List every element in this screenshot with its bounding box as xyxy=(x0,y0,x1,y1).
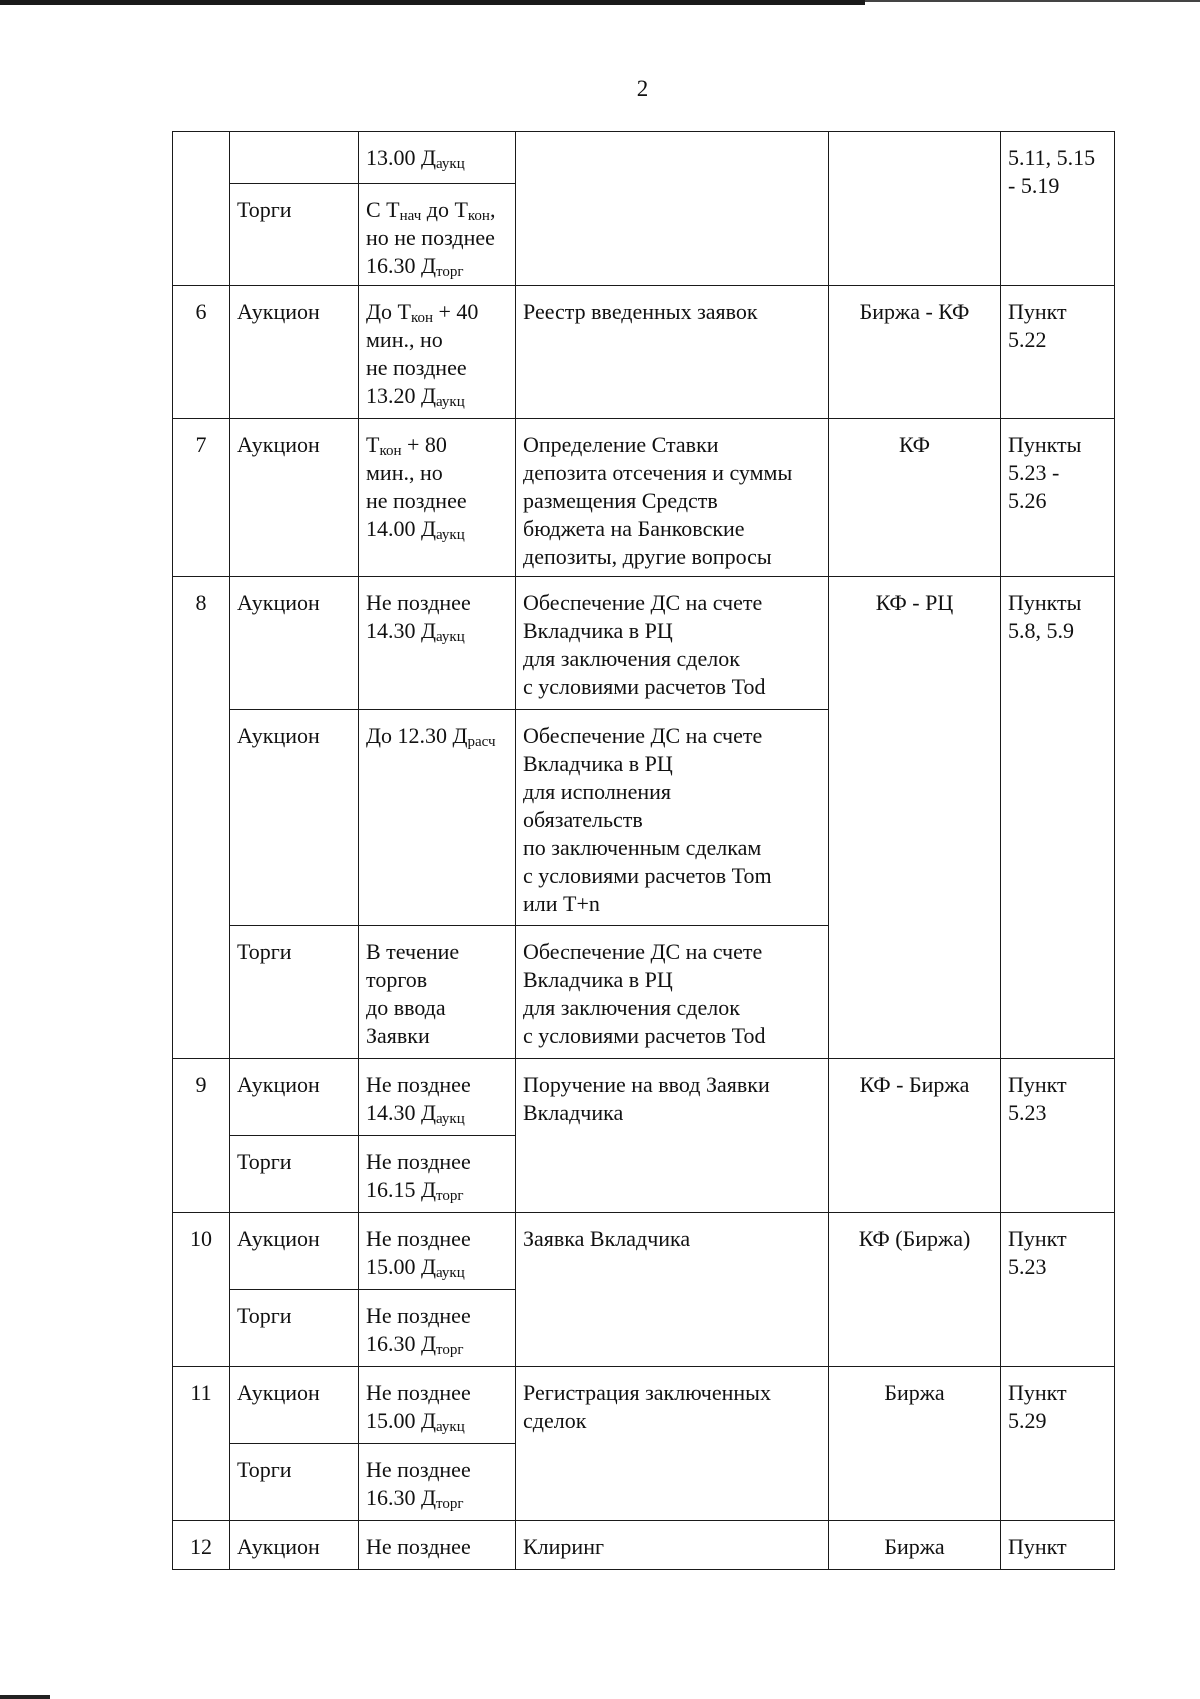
mode-cell: Аукцион xyxy=(230,577,359,710)
page-number: 2 xyxy=(636,76,649,101)
deadline-text: + 40 мин., но не позднее 13.20 Д xyxy=(366,299,479,408)
mode-cell: Аукцион xyxy=(230,710,359,926)
action-description: Определение Ставки депозита отсечения и суммы размещения Средств бюджета на Банковские депозиты, другие вопросы xyxy=(516,419,829,577)
row-number: 6 xyxy=(173,286,230,419)
deadline-text: Т xyxy=(366,432,380,457)
deadline-subscript: нач xyxy=(399,208,422,224)
mode-cell: Торги xyxy=(230,1136,359,1213)
deadline-cell xyxy=(359,926,516,1059)
table-row xyxy=(173,1213,1115,1290)
parties-cell: Биржа xyxy=(829,1521,1001,1570)
reference-cell: Пункт 5.23 xyxy=(1001,1213,1115,1367)
mode-cell: Аукцион xyxy=(230,1059,359,1136)
table-row xyxy=(173,577,1115,710)
deadline-subscript: торг xyxy=(436,264,464,280)
deadline-text: + 80 мин., но не позднее 14.00 Д xyxy=(366,432,467,541)
deadline-cell xyxy=(359,1290,516,1367)
mode-cell: Торги xyxy=(230,1290,359,1367)
row-number xyxy=(173,132,230,286)
mode-cell xyxy=(230,132,359,184)
deadline-cell xyxy=(359,710,516,926)
reference-cell: Пункты 5.23 - 5.26 xyxy=(1001,419,1115,577)
row-number: 10 xyxy=(173,1213,230,1367)
action-description: Обеспечение ДС на счете Вкладчика в РЦ для заключения сделок с условиями расчетов Tod xyxy=(516,926,829,1059)
action-description: Обеспечение ДС на счете Вкладчика в РЦ для исполнения обязательств по заключенным сделкам с условиями расчетов Tom или T+n xyxy=(516,710,829,926)
row-number: 7 xyxy=(173,419,230,577)
deadline-cell xyxy=(359,1059,516,1136)
mode-cell: Аукцион xyxy=(230,1367,359,1444)
row-number: 12 xyxy=(173,1521,230,1570)
deadline-cell xyxy=(359,419,516,577)
deadline-text: С Т xyxy=(366,197,400,222)
action-description: Реестр введенных заявок xyxy=(516,286,829,419)
mode-cell: Торги xyxy=(230,184,359,286)
reference-cell: Пункт xyxy=(1001,1521,1115,1570)
table-row xyxy=(173,1059,1115,1136)
action-description xyxy=(516,132,829,286)
deadline-subscript: аукц xyxy=(436,629,465,645)
deadline-subscript: торг xyxy=(436,1496,464,1512)
mode-cell: Аукцион xyxy=(230,1521,359,1570)
table-row xyxy=(173,286,1115,419)
parties-cell: КФ xyxy=(829,419,1001,577)
deadline-subscript: кон xyxy=(467,208,490,224)
parties-cell xyxy=(829,132,1001,286)
deadline-text: Не позднее 15.00 Д xyxy=(366,1380,471,1433)
reference-cell: Пункты 5.8, 5.9 xyxy=(1001,577,1115,1059)
table-row xyxy=(173,419,1115,577)
action-description: Заявка Вкладчика xyxy=(516,1213,829,1367)
deadline-cell xyxy=(359,1444,516,1521)
deadline-subscript: аукц xyxy=(436,394,465,410)
deadline-text: Не позднее 16.30 Д xyxy=(366,1303,471,1356)
deadline-subscript: аукц xyxy=(436,1419,465,1435)
action-description: Поручение на ввод Заявки Вкладчика xyxy=(516,1059,829,1213)
parties-cell: КФ - РЦ xyxy=(829,577,1001,1059)
deadline-subscript: аукц xyxy=(436,1265,465,1281)
table-row xyxy=(173,1367,1115,1444)
row-number: 9 xyxy=(173,1059,230,1213)
schedule-table-body xyxy=(173,132,1115,1570)
deadline-cell xyxy=(359,577,516,710)
deadline-subscript: аукц xyxy=(436,156,465,172)
deadline-text: Не позднее 15.00 Д xyxy=(366,1226,471,1279)
mode-cell: Торги xyxy=(230,1444,359,1521)
deadline-subscript: торг xyxy=(436,1188,464,1204)
deadline-subscript: кон xyxy=(410,310,434,326)
deadline-subscript: аукц xyxy=(436,527,465,543)
deadline-cell xyxy=(359,1521,516,1570)
reference-cell: Пункт 5.22 xyxy=(1001,286,1115,419)
reference-cell: Пункт 5.29 xyxy=(1001,1367,1115,1521)
parties-cell: Биржа - КФ xyxy=(829,286,1001,419)
deadline-subscript: аукц xyxy=(436,1111,465,1127)
scan-edge-top xyxy=(0,0,865,5)
mode-cell: Аукцион xyxy=(230,286,359,419)
deadline-text: Не позднее 14.30 Д xyxy=(366,1072,471,1125)
deadline-cell xyxy=(359,184,516,286)
deadline-text: 13.00 Д xyxy=(366,145,437,170)
parties-cell: КФ (Биржа) xyxy=(829,1213,1001,1367)
reference-cell: Пункт 5.23 xyxy=(1001,1059,1115,1213)
deadline-cell xyxy=(359,132,516,184)
deadline-cell xyxy=(359,1213,516,1290)
action-description: Обеспечение ДС на счете Вкладчика в РЦ для заключения сделок с условиями расчетов Tod xyxy=(516,577,829,710)
table-row xyxy=(173,132,1115,184)
deadline-text: Не позднее xyxy=(366,1534,471,1559)
deadline-text: До Т xyxy=(366,299,411,324)
deadline-cell xyxy=(359,1136,516,1213)
mode-cell: Аукцион xyxy=(230,419,359,577)
mode-cell: Торги xyxy=(230,926,359,1059)
parties-cell: КФ - Биржа xyxy=(829,1059,1001,1213)
deadline-text: До 12.30 Д xyxy=(366,723,468,748)
deadline-text: Не позднее 16.30 Д xyxy=(366,1457,471,1510)
schedule-table xyxy=(172,131,1115,1570)
parties-cell: Биржа xyxy=(829,1367,1001,1521)
scan-edge-top-right xyxy=(865,0,1200,2)
action-description: Клиринг xyxy=(516,1521,829,1570)
deadline-cell xyxy=(359,1367,516,1444)
deadline-text: В течение торгов до ввода Заявки xyxy=(366,939,460,1048)
deadline-subscript: кон xyxy=(379,443,402,459)
action-description: Регистрация заключенных сделок xyxy=(516,1367,829,1521)
scan-edge-bottom-left xyxy=(0,1695,50,1699)
deadline-text: Не позднее 16.15 Д xyxy=(366,1149,471,1202)
row-number: 8 xyxy=(173,577,230,1059)
deadline-text: , но не позднее 16.30 Д xyxy=(366,197,496,278)
row-number: 11 xyxy=(173,1367,230,1521)
deadline-text: до Т xyxy=(421,197,468,222)
mode-cell: Аукцион xyxy=(230,1213,359,1290)
reference-cell: 5.11, 5.15 - 5.19 xyxy=(1001,132,1115,286)
table-row xyxy=(173,1521,1115,1570)
deadline-cell xyxy=(359,286,516,419)
deadline-subscript: расч xyxy=(467,734,496,750)
deadline-text: Не позднее 14.30 Д xyxy=(366,590,471,643)
deadline-subscript: торг xyxy=(436,1342,464,1358)
